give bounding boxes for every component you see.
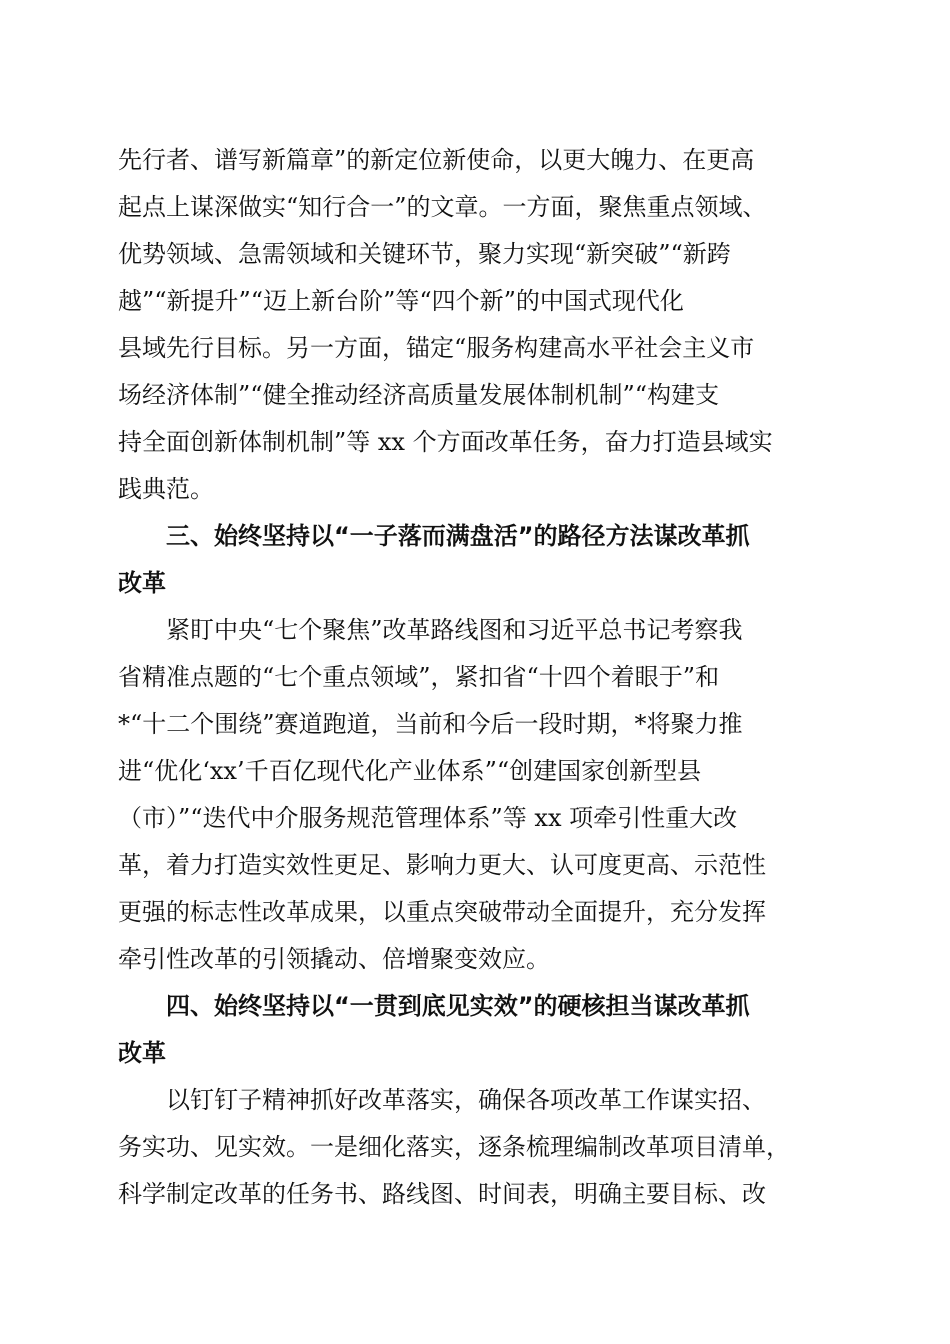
heading-line: 三、始终坚持以“一子落而满盘活”的路径方法谋改革抓	[166, 522, 750, 550]
paragraph-section-3	[118, 607, 832, 983]
text-line: 先行者、谱写新篇章”的新定位新使命，以更大魄力、在更高	[118, 146, 755, 174]
text-line: 践典范。	[118, 475, 214, 503]
text-line: 场经济体制”“健全推动经济高质量发展体制机制”“构建支	[118, 381, 720, 409]
paragraph-section-4	[118, 1077, 832, 1218]
text-line: 起点上谋深做实“知行合一”的文章。一方面，聚焦重点领域、	[118, 193, 767, 221]
heading-line: 改革	[118, 569, 166, 597]
text-line: 科学制定改革的任务书、路线图、时间表，明确主要目标、改	[118, 1180, 766, 1208]
section-heading-3	[118, 513, 832, 607]
document-body	[118, 137, 832, 1218]
text-line: 紧盯中央“七个聚焦”改革路线图和习近平总书记考察我	[166, 616, 743, 644]
text-line: （市）”“迭代中介服务规范管理体系”等 xx 项牵引性重大改	[118, 804, 738, 832]
text-line: 持全面创新体制机制”等 xx 个方面改革任务，奋力打造县域实	[118, 428, 773, 456]
text-line: 优势领域、急需领域和关键环节，聚力实现“新突破”“新跨	[118, 240, 731, 268]
heading-line: 改革	[118, 1039, 166, 1067]
text-line: 更强的标志性改革成果，以重点突破带动全面提升，充分发挥	[118, 898, 766, 926]
text-line: 以钉钉子精神抓好改革落实，确保各项改革工作谋实招、	[166, 1086, 766, 1114]
text-line: 县域先行目标。另一方面，锚定“服务构建高水平社会主义市	[118, 334, 755, 362]
text-line: *“十二个围绕”赛道跑道，当前和今后一段时期，*将聚力推	[118, 710, 743, 738]
paragraph-section-2-continued	[118, 137, 832, 513]
text-line: 进“优化‘xx’千百亿现代化产业体系”“创建国家创新型县	[118, 757, 702, 785]
heading-line: 四、始终坚持以“一贯到底见实效”的硬核担当谋改革抓	[166, 992, 750, 1020]
section-heading-4	[118, 983, 832, 1077]
text-line: 省精准点题的“七个重点领域”，紧扣省“十四个着眼于”和	[118, 663, 720, 691]
text-line: 牵引性改革的引领撬动、倍增聚变效应。	[118, 945, 550, 973]
text-line: 务实功、见实效。一是细化落实，逐条梳理编制改革项目清单，	[118, 1133, 790, 1161]
text-line: 越”“新提升”“迈上新台阶”等“四个新”的中国式现代化	[118, 287, 684, 315]
text-line: 革，着力打造实效性更足、影响力更大、认可度更高、示范性	[118, 851, 766, 879]
